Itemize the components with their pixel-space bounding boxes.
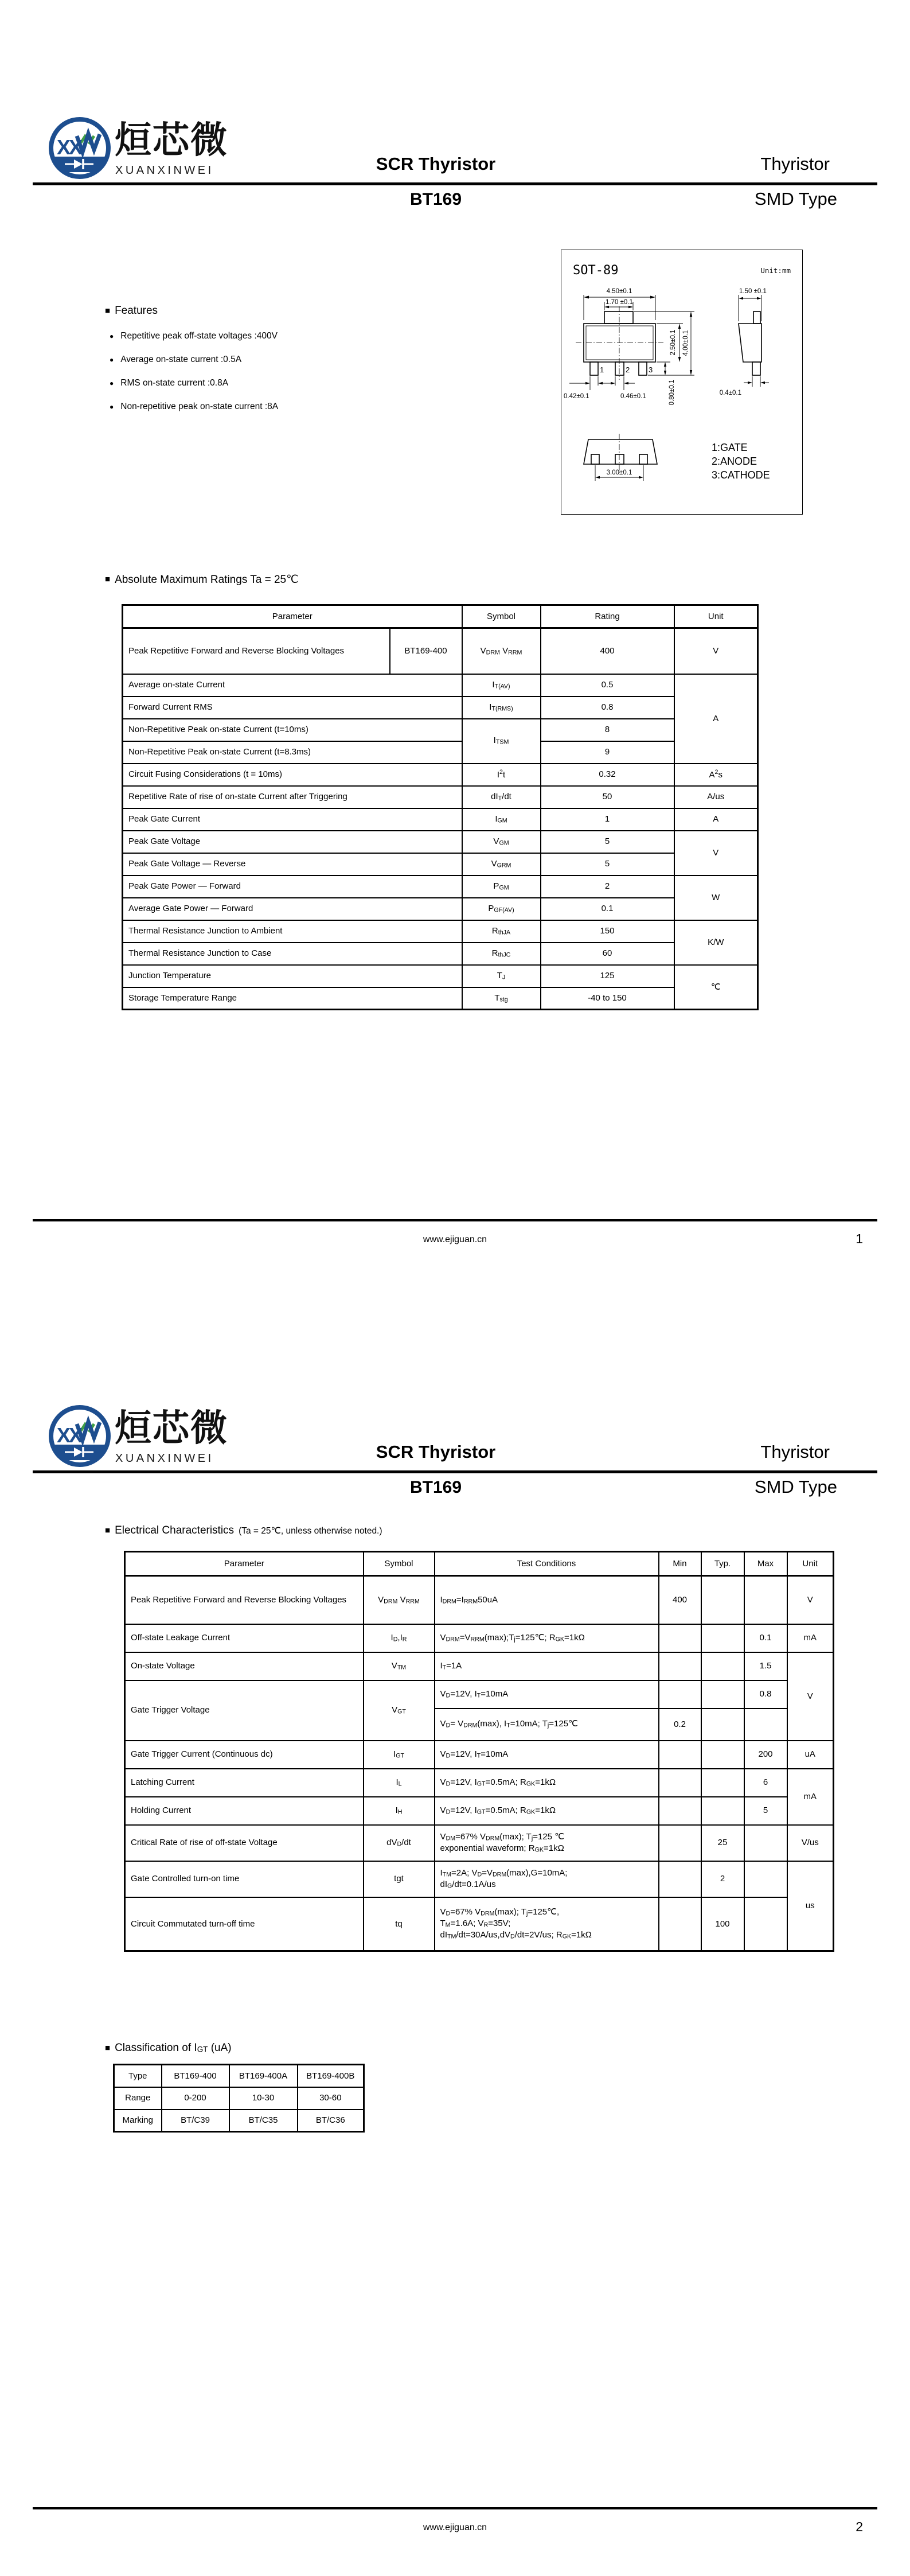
classification-title-label: Classification of $I_{GT}$ (uA) [115,2042,232,2054]
type-cell: BT169-400 [162,2065,229,2087]
table-row [123,875,758,898]
symbol-cell: $dV_D/dt$ [364,1825,435,1861]
page-number: 2 [856,2519,863,2534]
cond-cell: $V_{DRM}=V_{RRM}(\max);T_j=125℃$; $R_{GK}=1k\Omega$ [435,1624,659,1652]
param-cell: Circuit Commutated turn-off time [125,1897,364,1951]
rating-cell: 0.8 [541,696,674,719]
rating-cell: 9 [541,741,674,764]
section-square-icon: ■ [105,2042,111,2053]
max-cell [744,1709,787,1741]
rating-cell: -40 to 150 [541,987,674,1010]
table-row [123,831,758,853]
table-row [123,764,758,786]
symbol-cell: $I_{TSM}$ [462,719,541,764]
table-row [123,920,758,943]
typ-cell [701,1624,744,1652]
typ-cell [701,1741,744,1769]
table-row [123,853,758,875]
unit-note: Unit:mm [760,266,791,275]
min-cell [659,1797,701,1825]
feature-item [110,378,228,388]
max-cell: 6 [744,1769,787,1797]
footer-website: www.ejiguan.cn [423,2523,487,2532]
min-cell [659,1861,701,1897]
param-cell: Gate Trigger Current (Continuous dc) [125,1741,364,1769]
table-row [123,741,758,764]
cond-cell: $V_D=12V$, $I_{GT}=0.5mA$; $R_{GK}=1k\Omega$ [435,1769,659,1797]
part-number-title: BT169 [409,1478,462,1497]
feature-item [110,331,278,341]
cond-cell: $I_{DRM}=I_{RRM}50uA$ [435,1576,659,1624]
footer-website: www.ejiguan.cn [423,1235,487,1244]
symbol-cell: tq [364,1897,435,1951]
brand-logo [48,1404,111,1468]
max-cell: 0.1 [744,1624,787,1652]
dim-lead2-width: 0.46±0.1 [620,393,646,400]
bullet-icon: ● [110,403,114,411]
abs-max-title [105,573,298,586]
dim-total-height: 4.00±0.1 [682,330,689,356]
max-cell [744,1576,787,1624]
cond-cell: $V_D= V_{DRM}(\max)$, $I_T=10mA$; $T_j=125℃$ [435,1709,659,1741]
unit-cell: V [787,1652,834,1741]
col-header: Max [744,1552,787,1576]
max-cell: 0.8 [744,1680,787,1709]
unit-cell: V/us [787,1825,834,1861]
rating-cell: 50 [541,786,674,808]
feature-item [110,402,278,412]
category-title: Thyristor [760,154,830,174]
unit-cell: K/W [674,920,758,965]
min-cell [659,1741,701,1769]
product-line-title: SCR Thyristor [376,1442,496,1462]
range-cell: 10-30 [229,2087,298,2110]
classification-table [113,2064,365,2133]
param-cell: Junction Temperature [123,965,462,987]
param-cell: Gate Trigger Voltage [125,1680,364,1741]
row-header: Range [114,2087,162,2110]
col-header: Test Conditions [435,1552,659,1576]
cond-cell: $V_D=12V$, $I_{GT}=0.5mA$; $R_{GK}=1k\Omega$ [435,1797,659,1825]
marking-cell: BT/C35 [229,2110,298,2132]
param-cell: Gate Controlled turn-on time [125,1861,364,1897]
cond-cell: $V_D=12V$, $I_T=10mA$ [435,1741,659,1769]
min-cell [659,1825,701,1861]
rating-cell: 2 [541,875,674,898]
table-row [114,2110,364,2132]
typ-cell [701,1576,744,1624]
feature-text: Non-repetitive peak on-state current :8A [120,402,279,411]
col-header: Symbol [462,605,541,628]
table-header-row [125,1552,834,1576]
table-row [114,2087,364,2110]
unit-cell: W [674,875,758,920]
brand-name-cn: 烜芯微 [115,1407,228,1449]
brand-name-en: XUANXINWEI [115,1452,214,1465]
typ-cell [701,1652,744,1680]
rating-cell: 5 [541,853,674,875]
symbol-cell: $I_{T(AV)}$ [462,674,541,696]
param-cell: Peak Gate Power — Forward [123,875,462,898]
col-header: Typ. [701,1552,744,1576]
table-row [123,719,758,741]
symbol-cell: $I_{T(RMS)}$ [462,696,541,719]
symbol-cell: $P_{GM}$ [462,875,541,898]
pin-number-1: 1 [600,365,604,374]
param-cell: Peak Gate Voltage [123,831,462,853]
bullet-icon: ● [110,356,114,364]
feature-text: Average on-state current :0.5A [120,355,242,364]
pin-legend-anode: 2:ANODE [712,456,757,467]
page-number: 1 [856,1231,863,1246]
min-cell: 400 [659,1576,701,1624]
table-row [125,1797,834,1825]
symbol-cell: $I_L$ [364,1769,435,1797]
cond-cell: $V_D=67\%$ $V_{DRM}(\max)$; $T_j=125℃$, $T_M=1.6A$; $V_R=35V$; $dI_{TM}/dt=30A/us,dV_D/dt=2V/us$; $R_{GK}=1k\Omega$ [435,1897,659,1951]
param-cell: Repetitive Rate of rise of on-state Current after Triggering [123,786,462,808]
dim-lead-length: 0.80±0.1 [669,379,675,406]
table-header-row [123,605,758,628]
type-cell: BT169-400A [229,2065,298,2087]
param-cell: Average on-state Current [123,674,462,696]
max-cell: 200 [744,1741,787,1769]
dim-body-width: 4.50±0.1 [606,288,632,295]
table-row [123,696,758,719]
symbol-cell: $V_{TM}$ [364,1652,435,1680]
classification-title [105,2042,232,2054]
unit-cell: V [674,831,758,875]
symbol-cell: $V_{GT}$ [364,1680,435,1741]
pin-legend-gate: 1:GATE [712,442,748,453]
param-cell: Forward Current RMS [123,696,462,719]
table-row [123,965,758,987]
brand-name-cn: 烜芯微 [115,119,228,161]
logo-monogram: XX [57,1423,81,1447]
max-cell [744,1825,787,1861]
table-row [125,1624,834,1652]
param-cell: Circuit Fusing Considerations (t = 10ms) [123,764,462,786]
table-row [125,1825,834,1861]
typ-cell [701,1680,744,1709]
bullet-icon: ● [110,379,114,387]
feature-text: Repetitive peak off-state voltages :400V [120,331,278,341]
abs-max-table [122,604,759,1010]
unit-cell: V [674,628,758,674]
param-cell: Peak Gate Current [123,808,462,831]
table-row [125,1861,834,1897]
typ-cell [701,1709,744,1741]
rating-cell: 0.1 [541,898,674,920]
min-cell [659,1680,701,1709]
table-row [123,898,758,920]
table-row [125,1576,834,1624]
dim-lead1-width: 0.42±0.1 [564,393,589,400]
feature-text: RMS on-state current :0.8A [120,378,229,388]
header-rule [33,182,877,185]
symbol-cell: $V_{GRM}$ [462,853,541,875]
unit-cell: us [787,1861,834,1951]
unit-cell: uA [787,1741,834,1769]
pin-number-2: 2 [626,365,630,374]
row-header: Type [114,2065,162,2087]
type-cell: BT169-400B [298,2065,364,2087]
features-title [105,305,158,317]
unit-cell: A/us [674,786,758,808]
param-cell: Thermal Resistance Junction to Ambient [123,920,462,943]
col-header: Rating [541,605,674,628]
col-header: Unit [674,605,758,628]
row-header: Marking [114,2110,162,2132]
header-rule [33,1470,877,1473]
elec-title-label: Electrical Characteristics [115,1524,235,1536]
section-square-icon: ■ [105,1525,111,1535]
col-header: Symbol [364,1552,435,1576]
symbol-cell: $T_J$ [462,965,541,987]
symbol-cell: $T_{stg}$ [462,987,541,1010]
table-row [125,1652,834,1680]
cond-cell: $I_{TM}=2A$; $V_D=V_{DRM}(\max),G=10mA$; $dI_G/dt=0.1A/us$ [435,1861,659,1897]
unit-cell: mA [787,1624,834,1652]
table-row [123,628,758,674]
cond-cell: $V_D=12V$, $I_T=10mA$ [435,1680,659,1709]
max-cell [744,1861,787,1897]
symbol-cell: $I_D,I_R$ [364,1624,435,1652]
symbol-cell: $P_{GF(AV)}$ [462,898,541,920]
symbol-cell: $V_{GM}$ [462,831,541,853]
param-cell: Off-state Leakage Current [125,1624,364,1652]
elec-title [105,1524,382,1537]
range-cell: 0-200 [162,2087,229,2110]
param-cell: On-state Voltage [125,1652,364,1680]
marking-cell: BT/C39 [162,2110,229,2132]
pin-legend-cathode: 3:CATHODE [712,469,770,481]
unit-cell: mA [787,1769,834,1825]
symbol-cell: $R_{thJA}$ [462,920,541,943]
max-cell [744,1897,787,1951]
typ-cell [701,1769,744,1797]
package-drawing [561,250,803,515]
symbol-cell: $I_H$ [364,1797,435,1825]
table-row [123,943,758,965]
symbol-cell: $I^2t$ [462,764,541,786]
category-title: Thyristor [760,1442,830,1462]
symbol-cell: $I_{GM}$ [462,808,541,831]
dim-tab-width: 1.70 ±0.1 [606,299,633,306]
typ-cell: 2 [701,1861,744,1897]
min-cell: 0.2 [659,1709,701,1741]
type-cell: BT169-400 [390,628,462,674]
param-cell: Latching Current [125,1769,364,1797]
marking-cell: BT/C36 [298,2110,364,2132]
col-header: Min [659,1552,701,1576]
rating-cell: 8 [541,719,674,741]
typ-cell [701,1797,744,1825]
pin-number-3: 3 [649,365,653,374]
col-header: Parameter [125,1552,364,1576]
param-cell: Holding Current [125,1797,364,1825]
footer-rule [33,1219,877,1221]
rating-cell: 0.5 [541,674,674,696]
logo-monogram: XX [57,135,81,159]
param-cell: Non-Repetitive Peak on-state Current (t=10ms) [123,719,462,741]
symbol-cell: $R_{thJC}$ [462,943,541,965]
elec-table [124,1551,834,1952]
features-title-label: Features [115,305,158,317]
param-cell: Peak Gate Voltage — Reverse [123,853,462,875]
abs-max-title-label: Absolute Maximum Ratings Ta = 25℃ [115,574,299,586]
package-type-title: SMD Type [754,189,837,209]
feature-item [110,355,241,365]
typ-cell: 100 [701,1897,744,1951]
rating-cell: 60 [541,943,674,965]
package-type-title: SMD Type [754,1477,837,1497]
rating-cell: 150 [541,920,674,943]
unit-cell: V [787,1576,834,1624]
symbol-cell: $dI_T/dt$ [462,786,541,808]
section-square-icon: ■ [105,305,111,316]
min-cell [659,1897,701,1951]
dim-lead-thickness: 0.4±0.1 [719,390,741,396]
rating-cell: 0.32 [541,764,674,786]
param-cell: Critical Rate of rise of off-state Voltage [125,1825,364,1861]
param-cell: Thermal Resistance Junction to Case [123,943,462,965]
col-header: Unit [787,1552,834,1576]
col-header: Parameter [123,605,462,628]
table-row [123,808,758,831]
param-cell: Peak Repetitive Forward and Reverse Blocking Voltages [123,628,390,674]
table-row [123,786,758,808]
param-cell: Average Gate Power — Forward [123,898,462,920]
dim-body-height: 2.50±0.1 [670,329,677,356]
param-cell: Peak Repetitive Forward and Reverse Blocking Voltages [125,1576,364,1624]
rating-cell: 400 [541,628,674,674]
cond-cell: $I_T=1A$ [435,1652,659,1680]
section-square-icon: ■ [105,574,111,584]
rating-cell: 125 [541,965,674,987]
param-cell: Storage Temperature Range [123,987,462,1010]
min-cell [659,1769,701,1797]
unit-cell: A [674,808,758,831]
symbol-cell: $V_{DRM}$ $V_{RRM}$ [462,628,541,674]
page-2 [0,1288,910,2576]
table-row [125,1769,834,1797]
min-cell [659,1652,701,1680]
unit-cell: $A^2s$ [674,764,758,786]
package-name: SOT-89 [573,263,619,278]
table-row [125,1741,834,1769]
unit-cell: ℃ [674,965,758,1010]
max-cell: 5 [744,1797,787,1825]
min-cell [659,1624,701,1652]
table-row [125,1680,834,1709]
dim-side-width: 1.50 ±0.1 [739,288,767,295]
unit-cell: A [674,674,758,764]
bullet-icon: ● [110,332,114,340]
table-row [125,1897,834,1951]
elec-title-conditions: (Ta = 25℃, unless otherwise noted.) [239,1526,382,1536]
rating-cell: 1 [541,808,674,831]
symbol-cell: $I_{GT}$ [364,1741,435,1769]
table-row [114,2065,364,2087]
symbol-cell: $V_{DRM}$ $V_{RRM}$ [364,1576,435,1624]
max-cell: 1.5 [744,1652,787,1680]
typ-cell: 25 [701,1825,744,1861]
dim-lead-pitch: 3.00±0.1 [606,469,632,476]
param-cell: Non-Repetitive Peak on-state Current (t=8.3ms) [123,741,462,764]
range-cell: 30-60 [298,2087,364,2110]
brand-logo [48,116,111,180]
product-line-title: SCR Thyristor [376,154,496,174]
part-number-title: BT169 [409,190,462,209]
rating-cell: 5 [541,831,674,853]
footer-rule [33,2507,877,2509]
cond-cell: $V_{DM}=67\%$ $V_{DRM}(\max)$; $T_j=125$ ℃ exponential waveform; $R_{GK}=1k\Omega$ [435,1825,659,1861]
table-row [123,674,758,696]
table-row [123,987,758,1010]
symbol-cell: tgt [364,1861,435,1897]
brand-name-en: XUANXINWEI [115,164,214,177]
